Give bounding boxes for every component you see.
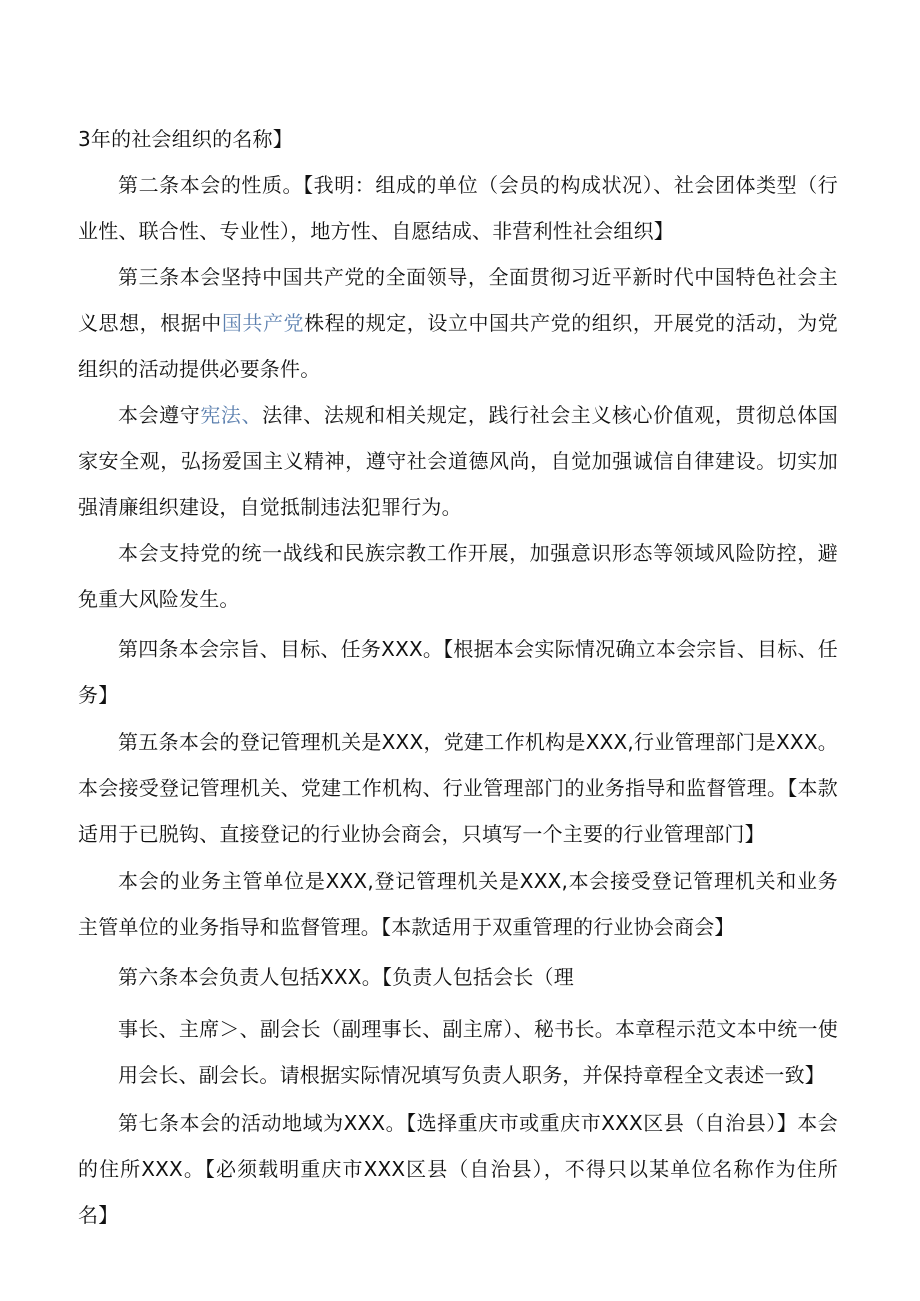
paragraph-article-3-party-leadership <box>78 254 838 392</box>
article-3-text-before: 第三条本会坚持中国共产党的全面领导，全面贯彻习近平新时代中国特色社会主义思想，根据中 <box>78 265 838 335</box>
paragraph-supervising-unit: 本会的业务主管单位是XXX,登记管理机关是XXX,本会接受登记管理机关和业务主管单位的业务指导和监督管理。【本款适用于双重管理的行业协会商会】 <box>78 869 838 939</box>
paragraph-article-4-purpose: 第四条本会宗旨、目标、任务XXX。【根据本会实际情况确立本会宗旨、目标、任务】 <box>78 637 838 707</box>
paragraph-compliance <box>78 392 838 530</box>
constitution-link[interactable]: 宪法、 <box>200 403 263 427</box>
paragraph-article-6-leaders: 第六条本会负责人包括XXX。【负责人包括会长（理 <box>118 965 574 989</box>
paragraph-article-5-registration: 第五条本会的登记管理机关是XXX，党建工作机构是XXX,行业管理部门是XXX。本会接受登记管理机关、党建工作机构、行业管理部门的业务指导和监督管理。【本款适用于已脱钩、直接登记的行业协会商会，只填写一个主要的行业管理部门】 <box>78 730 838 846</box>
compliance-text-before: 本会遵守 <box>118 403 201 427</box>
article-3-text-after: 株程的规定，设立中国共产党的组织，开展党的活动，为党组织的活动提供必要条件。 <box>78 311 838 381</box>
compliance-text-after: 法律、法规和相关规定，践行社会主义核心价值观，贯彻总体国家安全观，弘扬爱国主义精神，遵守社会道德风尚，自觉加强诚信自律建设。切实加强清廉组织建设，自觉抵制违法犯罪行为。 <box>78 403 838 519</box>
paragraph-article-7-region: 第七条本会的活动地域为XXX。【选择重庆市或重庆市XXX区县（自治县）】本会的住所XXX。【必须载明重庆市XXX区县（自治县），不得只以某单位名称作为住所名】 <box>78 1111 838 1227</box>
paragraph-article-2-nature: 第二条本会的性质。【我明：组成的单位（会员的构成状况）、社会团体类型（行业性、联合性、专业性），地方性、自愿结成、非营利性社会组织】 <box>78 173 838 243</box>
paragraph-org-name-tail: 3年的社会组织的名称】 <box>78 127 293 151</box>
party-constitution-link[interactable]: 国共产党 <box>221 311 305 335</box>
paragraph-united-front: 本会支持党的统一战线和民族宗教工作开展，加强意识形态等领域风险防控，避免重大风险发生。 <box>78 541 838 611</box>
paragraph-article-6-leaders-cont: 事长、主席＞、副会长（副理事长、副主席）、秘书长。本章程示范文本中统一使用会长、副会长。请根据实际情况填写负责人职务，并保持章程全文表述一致】 <box>118 1017 838 1087</box>
